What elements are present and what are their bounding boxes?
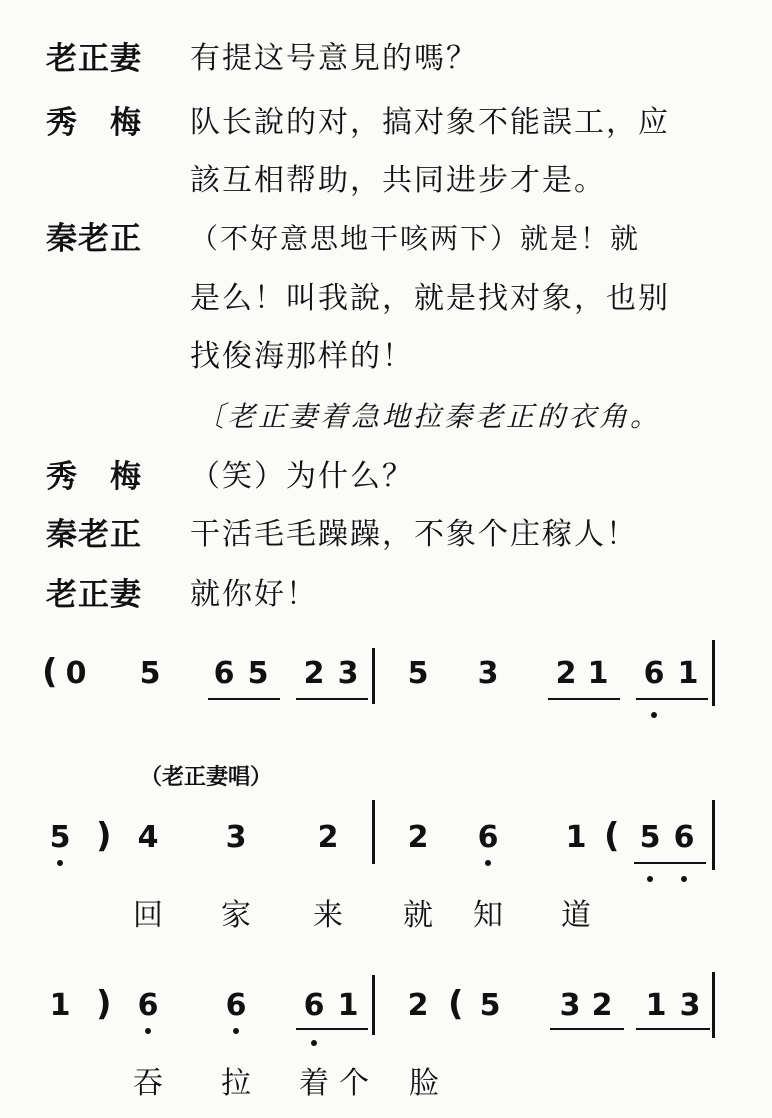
score-note: 5: [247, 656, 269, 691]
speaker-label: 秀 梅: [46, 105, 142, 141]
score-note: 6: [137, 988, 159, 1023]
score-note: 5: [139, 656, 161, 691]
score-note: 6: [643, 656, 665, 691]
score-note: 6: [213, 656, 235, 691]
speaker-label: 秦老正: [46, 221, 142, 257]
score-paren: (: [448, 984, 464, 1024]
score-note: 1: [565, 820, 587, 855]
score-note: 6: [225, 988, 247, 1023]
score-note: 3: [559, 988, 581, 1023]
dialogue-text: 該互相帮助，共同进步才是。: [190, 163, 606, 198]
dialogue-text: （笑）为什么？: [190, 459, 414, 494]
lyric-char: 知: [473, 898, 503, 933]
lyric-char: 拉: [221, 1066, 251, 1101]
beam-underline: [548, 698, 620, 700]
score-note: 6: [673, 820, 695, 855]
lyric-char: 个: [339, 1066, 369, 1101]
score-paren: (: [604, 816, 620, 856]
score-note: 4: [137, 820, 159, 855]
bar-line: [712, 800, 715, 870]
lyric-char: 道: [561, 898, 591, 933]
singer-note: （老正妻唱）: [140, 765, 273, 790]
dialogue-text: （不好意思地干咳两下）就是！就: [190, 222, 641, 255]
score-note: 1: [49, 988, 71, 1023]
score-paren: ): [96, 816, 112, 856]
speaker-label: 老正妻: [46, 577, 142, 613]
dialogue-text: 干活毛毛躁躁，不象个庄稼人！: [190, 517, 638, 552]
dialogue-text: 有提这号意見的嗎？: [190, 41, 478, 76]
beam-underline: [636, 698, 708, 700]
lyric-char: 就: [403, 898, 433, 933]
low-octave-dot: [311, 1040, 317, 1046]
score-note: 2: [317, 820, 339, 855]
score-note: 2: [407, 988, 429, 1023]
score-note: 2: [407, 820, 429, 855]
score-note: 3: [679, 988, 701, 1023]
score-note: 6: [303, 988, 325, 1023]
lyric-char: 吞: [133, 1066, 163, 1101]
low-octave-dot: [145, 1028, 151, 1034]
speaker-label: 秀 梅: [46, 459, 142, 495]
bar-line: [372, 975, 375, 1035]
score-note: 3: [337, 656, 359, 691]
bar-line: [372, 648, 375, 704]
score-note: 2: [591, 988, 613, 1023]
low-octave-dot: [233, 1028, 239, 1034]
lyric-char: 来: [313, 898, 343, 933]
score-note: 2: [555, 656, 577, 691]
low-octave-dot: [647, 876, 653, 882]
score-note: 1: [645, 988, 667, 1023]
lyric-char: 着: [299, 1066, 329, 1101]
score-note: 1: [677, 656, 699, 691]
beam-underline: [208, 698, 280, 700]
dialogue-text: 找俊海那样的！: [190, 339, 414, 374]
bar-line: [372, 800, 375, 864]
lyric-char: 脸: [409, 1066, 439, 1101]
score-note: 2: [303, 656, 325, 691]
beam-underline: [550, 1028, 624, 1030]
lyric-char: 家: [221, 898, 251, 933]
score-note: 3: [477, 656, 499, 691]
beam-underline: [634, 862, 706, 864]
score-note: 1: [337, 988, 359, 1023]
bar-line: [712, 972, 715, 1038]
beam-underline: [296, 1028, 368, 1030]
score-note: 1: [587, 656, 609, 691]
score-note: 0: [65, 656, 87, 691]
speaker-label: 老正妻: [46, 41, 142, 77]
dialogue-text: 队长說的对，搞对象不能誤工，应: [190, 105, 670, 140]
score-note: 5: [407, 656, 429, 691]
low-octave-dot: [485, 860, 491, 866]
score-paren: ): [96, 984, 112, 1024]
bar-line: [712, 640, 715, 706]
dialogue-text: 就你好！: [190, 577, 318, 612]
score-note: 6: [477, 820, 499, 855]
score-note: 5: [49, 820, 71, 855]
speaker-label: 秦老正: [46, 517, 142, 553]
low-octave-dot: [681, 876, 687, 882]
score-note: 3: [225, 820, 247, 855]
score-note: 5: [479, 988, 501, 1023]
stage-direction: 〔老正妻着急地拉秦老正的衣角。: [196, 400, 662, 433]
beam-underline: [636, 1028, 710, 1030]
dialogue-text: 是么！叫我說，就是找对象，也别: [190, 281, 670, 316]
beam-underline: [296, 698, 368, 700]
score-note: 5: [639, 820, 661, 855]
low-octave-dot: [57, 860, 63, 866]
lyric-char: 回: [133, 898, 163, 933]
score-paren: (: [42, 652, 58, 692]
low-octave-dot: [651, 712, 657, 718]
